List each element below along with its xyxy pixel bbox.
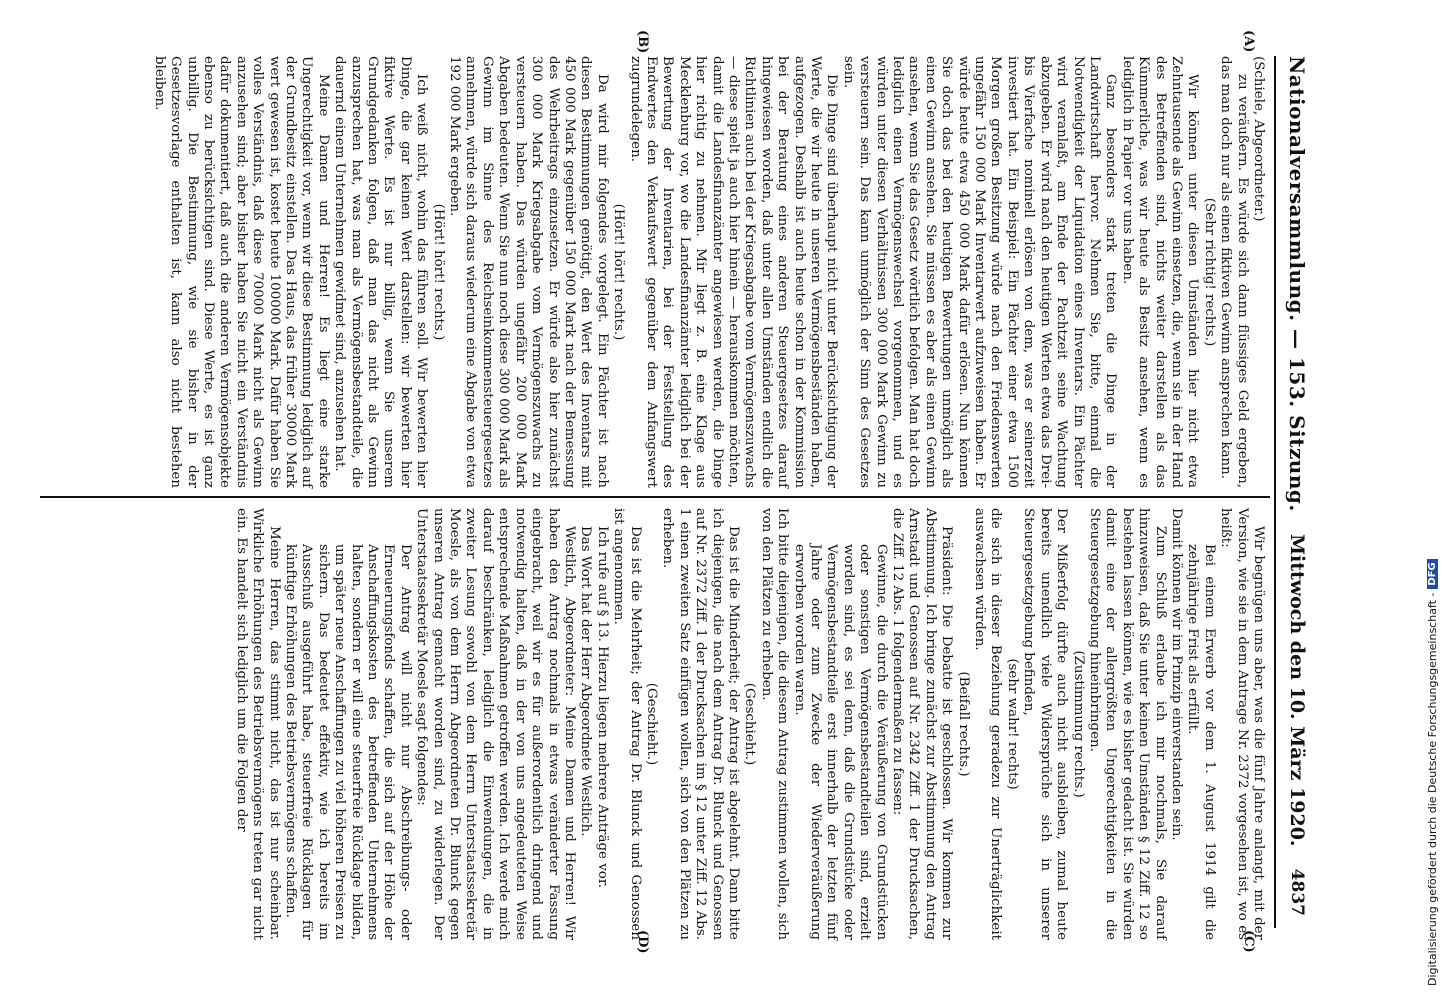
side-note-text: Digitalisierung gefördert durch die Deutsche Forschungsgemeinschaft - [1425,592,1439,986]
dfg-logo: DFG [1427,559,1438,588]
page-number: 4837 [1287,868,1307,916]
paragraph: die sich in dieser Beziehung geradezu zur Unerträglichkeit auswachsen würden. [972,508,1004,940]
paragraph: Präsident: Die Debatte ist geschlossen. Wir kommen zur Abstimmung. Ich bringe zunächst zur Abstimmung den Antrag Arnstadt und Genossen auf Nr. 2342 Ziff. 1 der Drucksachen, die Ziff. 12 Abs. 1 folgendermaßen zu fassen: [890,508,955,940]
margin-letter-d: (D) [635,930,650,954]
page-header [1278,56,1316,916]
right-column [232,508,1266,940]
paragraph: Meine Damen und Herren! Es liegt eine starke Ungerechtigkeit vor, wenn wir diese Bestimmung lediglich auf der Grundbesitz einstellen. Das Haus, das früher 30000 Mark wert gewesen ist, kostet heute 100000 Mark. Dafür haben Sie volles Verständnis, daß diese 70000 Mark nicht als Gewinn anzusehen sind; aber bisher haben Sie nicht ein Verständnis dafür dokumentiert, daß auch die anderen Vermögensobjekte ebenso zu berücksichtigen sind. Diese Werte, es ist ganz unbillig. Die Bestimmung, wie sie bisher in der Gesetzesvorlage enthalten ist, kann also nicht bestehen bleiben. [151,56,331,488]
margin-letter-c: (C) [1241,930,1256,953]
paragraph: Ich weiß nicht, wohin das führen soll. Wir bewerten hier Dinge, die gar keinen Wert darstellen: wir bewerten hier fiktive Werte. Es ist nur billig, wenn Sie unserem Grundgedanken folgen, daß man das nicht als Gewinn anzusprechen hat, was man als Vermögensbestandteile, die dauernd einem Unternehmen gewidmet sind, anzusehen hat. [332,56,430,488]
paragraph: Bei einem Erwerb vor dem 1. August 1914 gilt die zehnjährige Frist als erfüllt. [1185,544,1217,940]
paragraph: Westlich, Abgeordneter: Meine Damen und Herren! Wir haben den Antrag nochmals in etwas veränderter Fassung eingebracht, weil wir es für außerordentlich dringend und notwendig halten, daß in der von uns angedeuteten Weise entsprechende Maßnahmen getroffen werden. Ich werde mich darauf beschränken, lediglich die Einwendungen, die in zweiter Lesung sowohl von dem Herrn Unterstaatssekretär Moesle, als von dem Herrn Abgeordneten Dr. Blunck gegen unseren Antrag gemacht worden sind, zu widerlegen. Der Unterstaatssekretär Moesle sagt folgendes: [414,508,577,940]
header-rule [1274,56,1276,928]
paragraph: Meine Herren, das stimmt nicht, das ist nur scheinbar. Wirkliche Erhöhungen des Betriebsvermögens treten gar nicht ein. Es handelt sich lediglich um die Folgen der [233,508,282,940]
side-note [1404,14,1439,986]
rotated-page [2,0,1362,1000]
paragraph: Die Dinge sind überhaupt nicht unter Berücksichtigung der Werte, die wir heute in unseren Vermögensbeständen haben, aufgezogen. Deshalb ist auch heute schon in der Kommission bei der Beratung eines anderen Steuergesetzes darauf hingewiesen worden, daß unter allen Umständen endlich die Richtlinien auch bei der Kriegsabgabe vom Vermögenszuwachs — diese spielt ja auch hier hinein — herauskommen möchten, damit die Landesfinanzämter angewiesen werden, die Dinge hier richtig zu nehmen. Mir liegt z. B. eine Klage aus Mecklenburg vor, wo die Landesfinanzämter lediglich bei der Bewertung der Inventarien, bei der Feststellung des Endwertes den Verkaufswert gegenüber dem Anfangswert zugrundelegen. [627,56,840,488]
interjection: (Geschieht.) [643,682,659,766]
interjection: (Sehr richtig! rechts.) [1201,197,1217,347]
interjection: (Zustimmung rechts.) [1070,650,1086,798]
paragraph: zu veräußern. Es würde sich dann flüssiges Geld ergeben, das man doch nur als einen fiktiven Gewinn ansprechen kann. [1218,56,1250,488]
paragraph: Wir können unter diesen Umständen hier nicht etwa Zehntausende als Gewinn einsetzen, die, wenn sie in der Hand des Betreffenden sind, nichts weiter darstellen als das Kümmerliche, was wir heute als Besitz ansehen, wenn es lediglich in Papier vor uns haben. [1119,56,1201,488]
header-left: Nationalversammlung. — 153. Sitzung. [1285,56,1309,512]
column-divider [40,496,1270,498]
paragraph: (Schiele, Abgeordneter.) [1251,56,1266,222]
paragraph: Der Antrag will nicht nur Abschreibungs- oder Erneuerungsfonds schaffen, die sich auf der Höhe der Anschaffungskosten des betreffenden Unternehmens halten, sondern er will eine steuerfreie Rücklage bilden, um später neue Anschaffungen zu viel höheren Preisen zu sichern. Das bedeutet effektiv, wie ich bereits im Ausschuß ausgeführt habe, steuerfreie Rücklagen für künftige Erhöhungen des Betriebsvermögens schaffen. [283,544,413,940]
interjection: (Beifall rechts.) [955,671,971,777]
paragraph: Der Mißerfolg dürfte auch nicht ausbleiben, zumal heute bereits unendlich viele Widersprüche sich in unserer Steuergesetzgebung befinden, [1021,508,1070,940]
interjection: (Hört! hört! rechts.) [611,203,627,341]
margin-letter-a: (A) [1241,30,1256,53]
paragraph: Da wird mir folgendes vorgelegt. Ein Pächter ist nach diesen Bestimmungen genötigt, den Wert des Inventars mit 450 000 Mark gegenüber 150 000 Mark nach der Bemessung des Wehrbeitrags einzusetzen. Er würde also hier zunächst 300 000 Mark Kriegsabgabe vom Vermögenszuwachs zu versteuern haben. Das würden ungefähr 200 000 Mark Abgaben bedeuten. Wenn Sie nun noch diese 300 000 Mark als Gewinn im Sinne des Reichseinkommensteuergesetzes annehmen, würde sich daraus wiederum eine Abgabe von etwa 192 000 Mark ergeben. [447,56,610,488]
paragraph: Ganz besonders stark treten die Dinge in der Landwirtschaft hervor. Nehmen Sie, bitte, einmal die Notwendigkeit der Liquidation eines Inventars. Ein Pächter wird veranlaßt, am Ende der Pachtzeit seine Wachtung abzugeben. Er wird nach den heutigen Werten etwa das Drei- bis Vierfache nominell erlösen von dem, was er seinerzeit investiert hat. Ein Beispiel: Ein Pächter einer etwa 1500 Morgen großen Besitzung würde nach den Friedenswerten ungefähr 150 000 Mark Inventarwert aufzuweisen haben. Er würde heute etwa 450 000 Mark dafür erlösen. Nun können Sie doch das bei den heutigen Bewertungen unmöglich als einen Gewinn ansehen. Sie müssen es aber als einen Gewinn ansehen, wenn Sie das Gesetz wörtlich befolgen. Man hat doch lediglich einen Vermögenswechsel vorgenommen, und es würden unter diesen Verhältnissen 300 000 Mark Gewinn zu versteuern sein. Das kann unmöglich der Sinn des Gesetzes sein. [840,56,1119,488]
paragraph: Ich rufe auf § 13. Hierzu liegen mehrere Anträge vor. [594,526,610,889]
interjection: (sehr wahr! rechts) [1004,658,1020,790]
interjection: (Hört! hört! rechts.) [430,203,446,341]
interjection: (Geschieht.) [742,682,758,766]
paragraph: Gewinne, die durch die Veräußerung von Grundstücken oder sonstigen Vermögensbestandteilen sind, erzielt worden sind, es sei denn, daß die Grundstücke oder Vermögensbestandteile erst innerhalb der letzten fünf Jahre oder zum Zwecke der Wiederveräußerung erworben worden waren. [791,544,889,940]
paragraph: Das ist die Mehrheit; der Antrag Dr. Blunck und Genossen ist angenommen. [611,508,643,940]
paragraph: Wir begnügen uns aber, was die fünf Jahre anlangt, mit der Version, wie sie in dem Antrage Nr. 2372 vorgesehen ist, wo es heißt: [1218,508,1266,940]
paragraph: Das Wort hat der Herr Abgeordnete Westlich. [578,526,594,837]
paragraph: Zum Schluß erlaube ich mir nochmals, Sie darauf hinzuweisen, daß Sie unter keinen Umständen § 12 Ziff. 12 so bestehen lassen können, wie es bisher gedacht ist. Sie würden damit eine der allergrößten Ungerechtigkeiten in die Steuergesetzgebung hineinbringen. [1086,508,1168,940]
header-date: Mittwoch den 10. März 1920. [1286,533,1308,847]
paragraph: Ich bitte diejenigen, die diesem Antrag zustimmen wollen, sich von den Plätzen zu erheben. [758,508,791,940]
paragraph: Das ist die Minderheit; der Antrag ist abgelehnt. Dann bitte ich diejenigen, die nach dem Antrag Dr. Blunck und Genossen auf Nr. 2372 Ziff. 1 der Drucksachen im § 12 unter Ziff. 12 Abs. 1 einen zweiten Satz einfügen wollen, sich von den Plätzen zu erheben. [660,508,741,940]
margin-letter-b: (B) [635,30,650,54]
left-column [150,56,1266,488]
paragraph: Damit können wir im Prinzip einverstanden sein. [1168,508,1184,841]
